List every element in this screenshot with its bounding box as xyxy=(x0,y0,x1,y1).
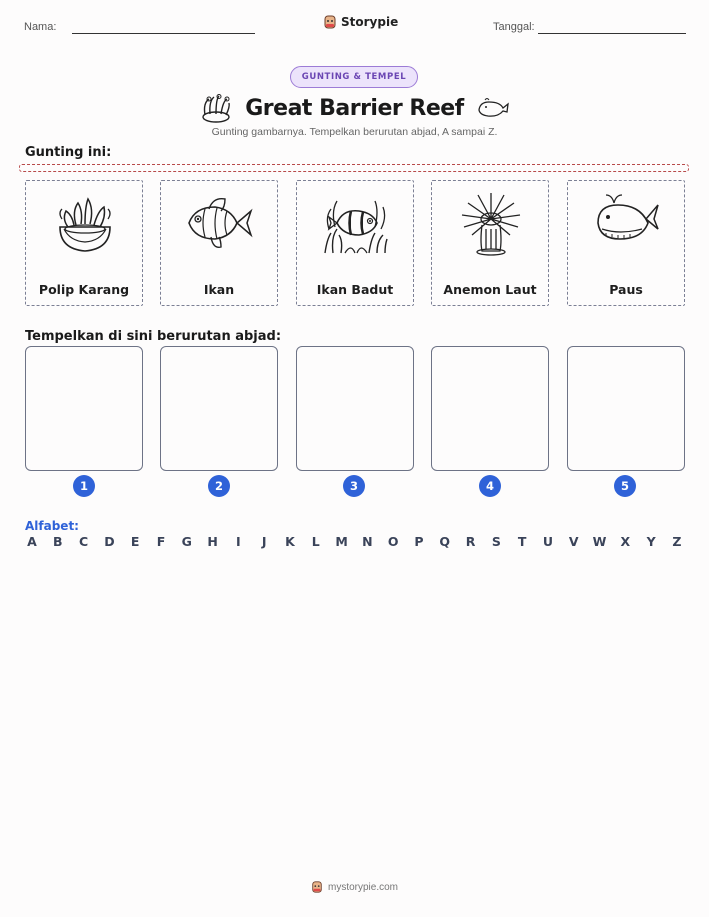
paste-slot[interactable] xyxy=(431,346,549,471)
slot-number: 3 xyxy=(343,475,365,497)
brand-logo xyxy=(323,14,398,30)
card-label: Polip Karang xyxy=(38,282,130,297)
paste-slot[interactable] xyxy=(296,346,414,471)
footer xyxy=(0,880,709,894)
date-line[interactable] xyxy=(538,33,686,34)
alphabet-letter: D xyxy=(104,534,115,549)
cut-card[interactable] xyxy=(160,180,278,306)
card-label: Ikan Badut xyxy=(316,282,394,297)
cut-section-heading: Gunting ini: xyxy=(25,145,112,160)
cut-card[interactable] xyxy=(25,180,143,306)
slot-number: 2 xyxy=(208,475,230,497)
alphabet-letter: P xyxy=(414,534,424,549)
alphabet-letter: V xyxy=(568,534,579,549)
card-label: Paus xyxy=(609,282,643,297)
alphabet-letter: X xyxy=(620,534,631,549)
sea-anemone-icon xyxy=(456,189,526,259)
alphabet-row xyxy=(25,534,684,549)
paste-slot[interactable] xyxy=(567,346,685,471)
name-label: Nama: xyxy=(24,21,57,33)
paste-section-heading: Tempelkan di sini berurutan abjad: xyxy=(25,329,282,344)
alphabet-letter: S xyxy=(491,534,501,549)
alphabet-letter: U xyxy=(542,534,554,549)
card-label: Ikan xyxy=(203,282,235,297)
cut-line xyxy=(19,164,689,172)
alphabet-letter: L xyxy=(311,534,320,549)
alphabet-letter: R xyxy=(465,534,476,549)
paste-slot[interactable] xyxy=(25,346,143,471)
coral-icon xyxy=(199,93,233,123)
alphabet-letter: O xyxy=(387,534,399,549)
alphabet-letter: C xyxy=(79,534,89,549)
alphabet-letter: N xyxy=(362,534,373,549)
instructions: Gunting gambarnya. Tempelkan berurutan abjad, A sampai Z. xyxy=(211,126,498,138)
card-label: Anemon Laut xyxy=(443,282,537,297)
alphabet-letter: A xyxy=(27,534,37,549)
storypie-mascot-icon xyxy=(311,880,323,894)
paste-slot[interactable] xyxy=(160,346,278,471)
cut-card[interactable] xyxy=(296,180,414,306)
alphabet-letter: I xyxy=(236,534,241,549)
page-title-row xyxy=(0,90,709,126)
page-title: Great Barrier Reef xyxy=(245,95,464,121)
brand-name: Storypie xyxy=(341,15,399,29)
storypie-mascot-icon xyxy=(323,14,337,30)
alphabet-letter: F xyxy=(156,534,166,549)
slot-number: 1 xyxy=(73,475,95,497)
alphabet-letter: H xyxy=(207,534,218,549)
slot-number: 5 xyxy=(614,475,636,497)
clownfish-icon xyxy=(321,189,391,259)
whale-icon xyxy=(592,189,662,259)
slot-number: 4 xyxy=(479,475,501,497)
cut-card[interactable] xyxy=(567,180,685,306)
alphabet-letter: Q xyxy=(439,534,451,549)
alphabet-letter: K xyxy=(285,534,295,549)
alphabet-letter: B xyxy=(53,534,63,549)
alphabet-letter: E xyxy=(130,534,140,549)
fish-icon xyxy=(185,189,255,259)
alphabet-letter: Y xyxy=(646,534,656,549)
footer-url[interactable]: mystorypie.com xyxy=(327,881,398,893)
alphabet-letter: W xyxy=(592,534,607,549)
alphabet-letter: J xyxy=(261,534,267,549)
alphabet-letter: M xyxy=(335,534,348,549)
alphabet-letter: G xyxy=(181,534,192,549)
alphabet-letter: T xyxy=(517,534,527,549)
alphabet-heading: Alfabet: xyxy=(25,519,79,533)
date-label: Tanggal: xyxy=(493,21,535,33)
activity-badge: GUNTING & TEMPEL xyxy=(290,66,418,88)
name-line[interactable] xyxy=(72,33,255,34)
small-whale-icon xyxy=(476,96,510,120)
coral-polyp-icon xyxy=(50,189,120,259)
alphabet-letter: Z xyxy=(672,534,682,549)
cut-card[interactable] xyxy=(431,180,549,306)
